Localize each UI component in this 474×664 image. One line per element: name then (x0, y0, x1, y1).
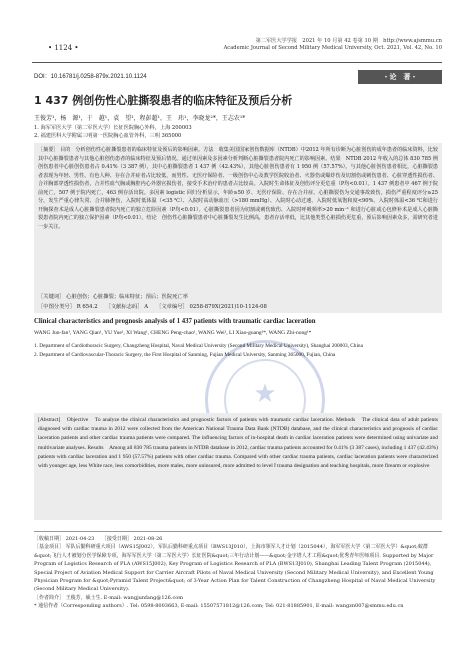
journal-header (172, 38, 442, 52)
keywords-cn: ［关键词］ 心脏创伤；心脏撕裂；临床特征；预后；医院死亡率 (38, 294, 188, 300)
affiliation-en-1: 1. Department of Cardiothoracic Surgery, Changzheng Hospital, Naval Medical University (Second Military Medical University), Shanghai 200003, China (34, 343, 363, 349)
affiliation-cn-1: 1. 海军军医大学（第二军医大学）长征医院胸心外科，上海 200003 (34, 125, 192, 131)
authors-cn: 王俊芳¹，杨 源¹，于 越¹，袁 望¹，程彭超¹，王 玮¹，李晓龙²*，王志农¹* (34, 115, 246, 122)
affiliations-en (34, 342, 442, 360)
affiliation-en-2: 2. Department of Cardiovascular-Thoracic Surgery, the First Hospital of Sanming, Fujian Medical University, Sanming 365000, Fujian, China (34, 352, 336, 358)
doi: DOI：10.16781/j.0258-879x.2021.10.1124 (34, 74, 147, 80)
journal-header-en: Academic Journal of Second Military Medical University, Oct. 2021, Vol. 42, No. 10 (223, 45, 442, 51)
abstract-en: [Abstract] Objective To analyze the clinical characteristics and prognostic factors of patients with traumatic cardiac laceration. Methods The clinical data of adult patients diagnosed with cardiac trauma in 2012 were collected from the American National Trauma Data Bank (NTDB) database, and the clinical characteristics and prognosis of cardiac laceration patients and other cardiac trauma patients were compared. The influencing factors of in-hospital death in cardiac laceration patients were determined using univariate and multivariate analyses. Results Among all 830 785 trauma patients in NTDB database in 2012, cardiac trauma patients accounted for 0.41% (3 387 cases), including 1 437 (42.43%) patients with cardiac laceration and 1 950 (57.57%) patients with other cardiac trauma. Compared with other cardiac trauma patients, cardiac laceration patients were characterized with younger age, less White race, less comorbidities, more males, more uninsured, more admitted to level Ⅰ trauma designation and teaching hospitals, more firearm or explosive (38, 417, 438, 470)
footnote-rule (34, 531, 442, 532)
footnote-author-bio: ［作者简介］ 王俊芳，硕士生. E-mail: wangjunfang@126.com (34, 594, 184, 601)
page-number: • 1124 • (48, 44, 79, 52)
column-tag: ・论 著・ (358, 70, 442, 84)
header-rule (32, 62, 442, 63)
title-cn: 1 437 例创伤性心脏撕裂患者的临床特征及预后分析 (34, 94, 293, 107)
footnote-dates: ［收稿日期］ 2021-04-23 ［接受日期］ 2021-08-26 (34, 536, 163, 542)
watermark-star-icon: ★ (253, 379, 277, 409)
abstract-cn: ［摘要］ 目的 分析创伤性心脏撕裂患者的临床特征及预后的影响因素。方法 收集美国国家创伤数据库（NTDB）中2012 年所有诊断为心脏创伤的成年患者的临床资料，比较其中心脏撕裂患者与其他心脏创伤患者的临床特征及预后情况。通过单因素及多因素分析判断心脏撕裂患者院内死亡的影响因素。结果 NTDB 2012 年收入的总体 830 785 例创伤患者中心脏创伤患者占 0.41%（3 387 例），其中心脏撕裂患者 1 437 例（42.43%），其他心脏创伤患者有 1 950 例（57.57%）。与其他心脏创伤患者相比，心脏撕裂患者表现为年轻、男性、有色人种、存在合并症者占比较低，而男性、无医疗保险者、一级创伤中心及教学医院收治者、火器伤或爆炸伤及切割伤或刺伤患者、心脏穿透性损伤者、合并胸部穿透性损伤者，合并性血气胸或胸腔内心外器官损伤者，接受手术治疗的患者占比较高。入院时生命体征及创伤评分更危重（P均<0.01）。1 437 例患者中 467 例于院前死亡，507 例于院内死亡，463 例存活出院。多因素 logistic 回归分析显示，年龄≥50 岁、无医疗保险、存在合并症、心脏撕裂伤为交通事故致伤，损伤严重程度评分≥25 分，发生严重心律失常、合并肺挫伤，入院时低体温（<35 ℃）、入院时高动脉血压（>180 mmHg）、入院时心动过速、入院时低氧饱和度<90%、入院时体温<36 ℃和进行开胸探查术是成人心脏撕裂患者院内死亡的独立危险因素（P均<0.01）。心脏撕裂患者因为切割或刺伤致伤、入院时呼吸频率>20 min⁻¹ 和进行心脏或心包修补术是成人心脏撕裂患者院内死亡的独立保护因素（P均<0.01）。结论 创伤性心脏撕裂患者中心脏撕裂发生比例高，患者存活率低，比其他类型心脏损伤更危重，预后影响因素众多，需研究者进一步关注。 (38, 147, 438, 230)
journal-header-cn: 第二军医大学学报 2021 年 10 月第 42 卷第 10 期 http://www.ajsmmu.cn (255, 38, 442, 44)
authors-en: WANG Jun-fan¹, YANG Qian¹, YU Yue¹, XI Wang¹, CHENG Peng-chao¹, WANG Wei¹, LI Xiao-guang²*, WANG Zhi-nong¹* (34, 330, 312, 336)
footnotes (34, 535, 442, 611)
affiliation-cn-2: 2. 福建医科大学附属三明第一医院胸心血管外科，三明 365000 (34, 133, 182, 139)
abstract-en-box (34, 413, 442, 520)
footnote-corresponding: * 通信作者（Corresponding authors）. Tel: 0598-8003663, E-mail: 15507571812@126.com; Tel: 021-81885901, E-mail: wangzn007@smmu.edu.cn (34, 603, 404, 610)
classification-cn: ［中图分类号］ R 654.2 ［文献标志码］ A ［文章编号］ 0258-879X(2021)10-1124-08 (38, 304, 267, 310)
affiliations-cn (34, 124, 192, 140)
footnote-funding: ［基金项目］ 军队后勤科研重大项目（AWS15J002），军队后勤科研重点项目（BWS13J010），上海市领军人才计划（2015044），海军军医大学（第二军医大学）&quot;蚁群&quot;飞行人才被划分医学保障专项，海军军医大学（第二军医大学）长征医院&quot;三年行动计划——&quot;金字塔人才工程&quot;优秀青年医师项目. Supported by Major Program of Logistics Research of PLA (AWS15J002), Key Program of Logistics Research of PLA (BWS13J010), Shanghai Leading Talent Program (2015044), Special Project of Aviation Medical Support for Carrier Aircraft Pilots of Naval Medical University (Second Military Medical University), and Excellent Young Physician Program for &quot;Pyramid Talent Project&quot; of 3-Year Action Plan for Talent Construction of Changzheng Hospital of Naval Medical University (Second Military Medical University). (34, 544, 436, 593)
title-en: Clinical characteristics and prognosis analysis of 1 437 patients with traumatic cardiac laceration (34, 318, 316, 325)
abstract-cn-box (34, 143, 442, 313)
